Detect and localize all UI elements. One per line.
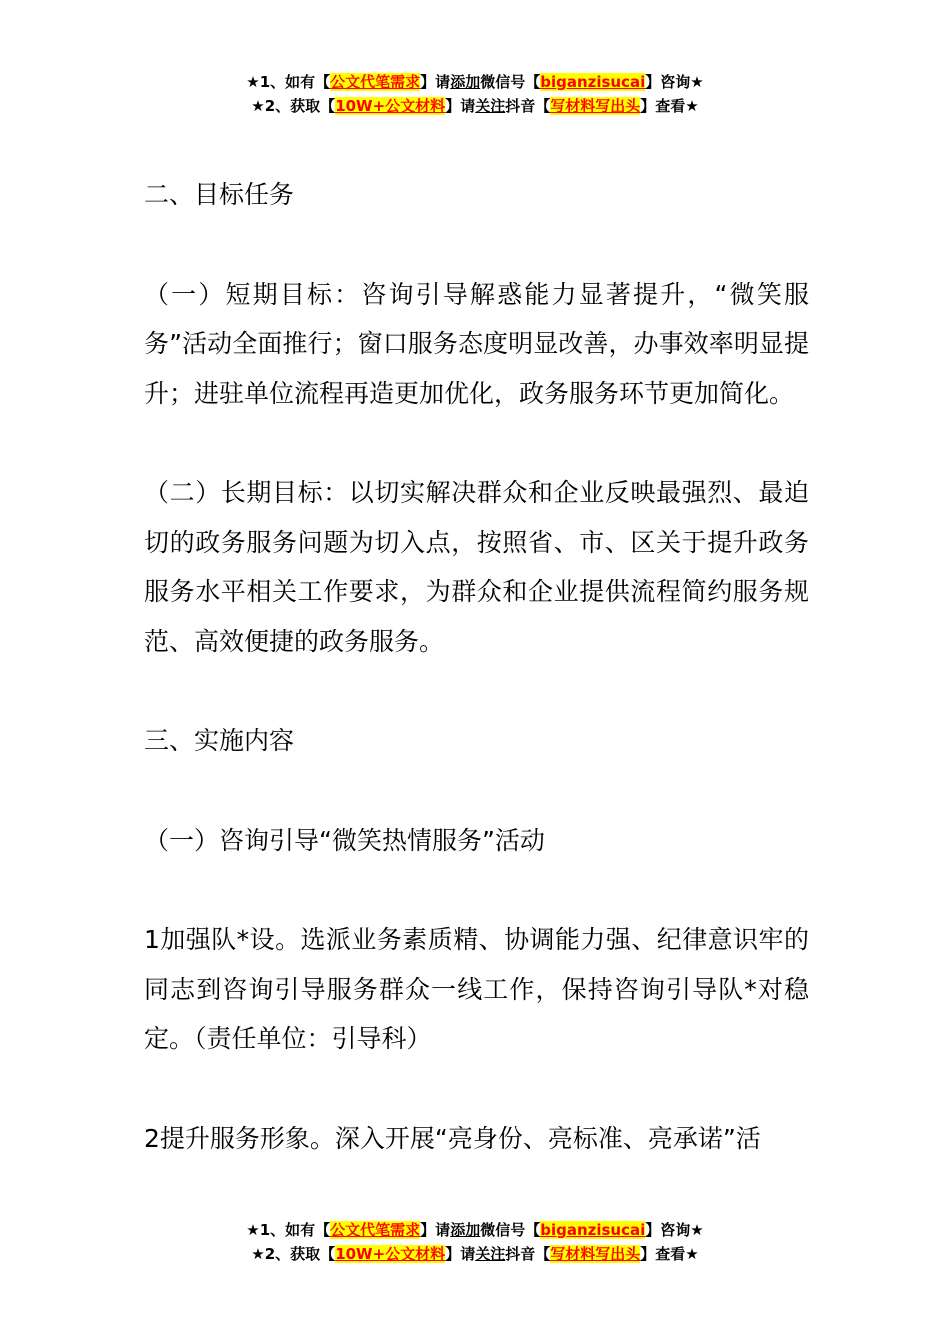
- banner-highlight-materials: 10W+公文材料: [335, 1245, 446, 1263]
- paragraph-short-term-goal: （一）短期目标：咨询引导解惑能力显著提升，“微笑服务”活动全面推行；窗口服务态度明显改善，办事效率明显提升；进驻单位流程再造更加优化，政务服务环节更加简化。: [144, 279, 809, 408]
- banner-highlight-douyin: 写材料写出头: [550, 1245, 641, 1263]
- top-banner: [0, 70, 950, 118]
- banner-highlight-douyin: 写材料写出头: [550, 97, 641, 115]
- banner-highlight-wechat-id: biganzisucai: [540, 1221, 646, 1239]
- bottom-banner: [0, 1218, 950, 1266]
- banner-highlight-wechat-id: biganzisucai: [540, 73, 646, 91]
- paragraph-team-building: 1加强队*设。选派业务素质精、协调能力强、纪律意识牢的同志到咨询引导服务群众一线工作，保持咨询引导队*对稳定。（责任单位：引导科）: [144, 925, 809, 1053]
- section-heading-implementation: 三、实施内容: [144, 726, 295, 755]
- subheading-smile-service: （一）咨询引导“微笑热情服务”活动: [144, 825, 545, 855]
- paragraph-long-term-goal: （二）长期目标：以切实解决群众和企业反映最强烈、最迫切的政务服务问题为切入点，按照省、市、区关于提升政务服务水平相关工作要求，为群众和企业提供流程简约服务规范、高效便捷的政务服务。: [144, 478, 809, 656]
- banner-line-2: ★2、获取【10W+公文材料】请关注抖音【写材料写出头】查看★: [251, 97, 699, 115]
- banner-highlight-materials: 10W+公文材料: [335, 97, 446, 115]
- document-body: [144, 170, 809, 1163]
- banner-line-2: ★2、获取【10W+公文材料】请关注抖音【写材料写出头】查看★: [251, 1245, 699, 1263]
- banner-highlight-service: 公文代笔需求: [330, 1221, 421, 1239]
- banner-line-1: ★1、如有【公文代笔需求】请添加微信号【biganzisucai】咨询★: [246, 73, 704, 91]
- banner-highlight-service: 公文代笔需求: [330, 73, 421, 91]
- paragraph-service-image: 2提升服务形象。深入开展“亮身份、亮标准、亮承诺”活: [144, 1123, 761, 1153]
- section-heading-goals: 二、目标任务: [144, 180, 295, 209]
- banner-line-1: ★1、如有【公文代笔需求】请添加微信号【biganzisucai】咨询★: [246, 1221, 704, 1239]
